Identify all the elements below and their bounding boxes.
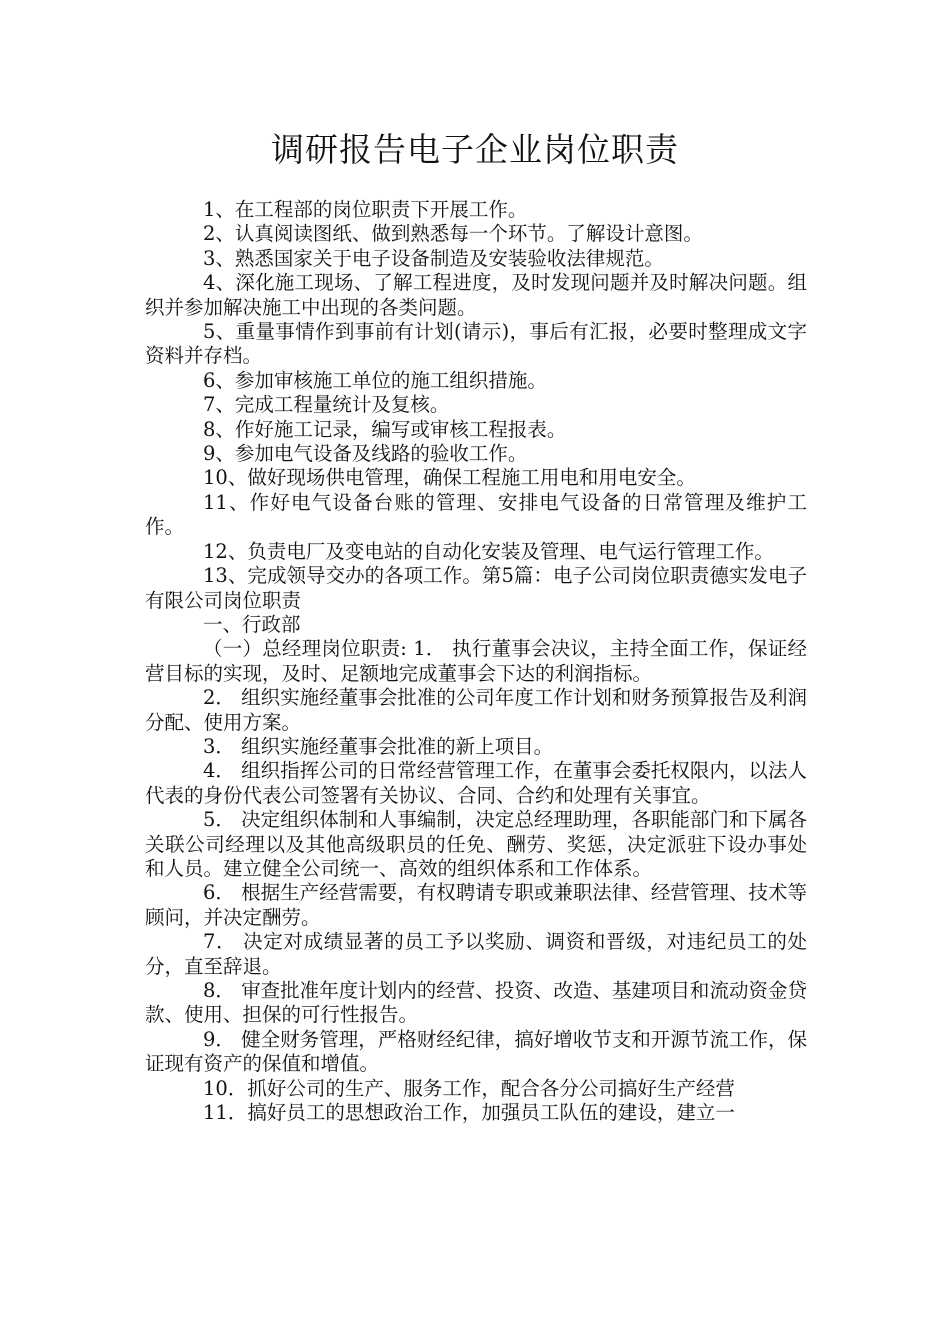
paragraph: 6． 根据生产经营需要，有权聘请专职或兼职法律、经营管理、技术等顾问，并决定酬劳。 bbox=[145, 881, 807, 929]
paragraph: 10．抓好公司的生产、服务工作，配合各分公司搞好生产经营 bbox=[203, 1076, 735, 1100]
paragraph: 2、认真阅读图纸、做到熟悉每一个环节。了解设计意图。 bbox=[203, 222, 703, 246]
paragraph: 6、参加审核施工单位的施工组织措施。 bbox=[203, 368, 547, 392]
paragraph: 3． 组织实施经董事会批准的新上项目。 bbox=[203, 734, 554, 758]
paragraph: 8、作好施工记录，编写或审核工程报表。 bbox=[203, 417, 567, 441]
paragraph: 7、完成工程量统计及复核。 bbox=[203, 393, 450, 417]
paragraph: 11．搞好员工的思想政治工作，加强员工队伍的建设，建立一 bbox=[203, 1101, 735, 1125]
paragraph: 4、深化施工现场、了解工程进度，及时发现问题并及时解决问题。组织并参加解决施工中出现的各类问题。 bbox=[145, 271, 807, 319]
paragraph: 9、参加电气设备及线路的验收工作。 bbox=[203, 442, 528, 466]
paragraph: 3、熟悉国家关于电子设备制造及安装验收法律规范。 bbox=[203, 246, 664, 270]
paragraph: 11、作好电气设备台账的管理、安排电气设备的日常管理及维护工作。 bbox=[145, 490, 807, 539]
paragraph: 12、负责电厂及变电站的自动化安装及管理、电气运行管理工作。 bbox=[203, 539, 774, 563]
paragraph: 8． 审查批准年度计划内的经营、投资、改造、基建项目和流动资金贷款、使用、担保的可行性报告。 bbox=[145, 979, 807, 1027]
paragraph: 5、重量事情作到事前有计划(请示)，事后有汇报，必要时整理成文字资料并存档。 bbox=[145, 320, 807, 368]
paragraph: 13、完成领导交办的各项工作。第5篇：电子公司岗位职责德实发电子有限公司岗位职责 bbox=[145, 564, 807, 612]
paragraph: 4． 组织指挥公司的日常经营管理工作，在董事会委托权限内，以法人代表的身份代表公司签署有关协议、合同、合约和处理有关事宜。 bbox=[145, 759, 807, 807]
document-title: 调研报告电子企业岗位职责 bbox=[271, 130, 679, 169]
paragraph: 1、在工程部的岗位职责下开展工作。 bbox=[203, 198, 528, 221]
section-heading: 一、行政部 bbox=[203, 612, 301, 636]
paragraph: 2． 组织实施经董事会批准的公司年度工作计划和财务预算报告及利润分配、使用方案。 bbox=[145, 686, 807, 734]
paragraph: 9． 健全财务管理，严格财经纪律，搞好增收节支和开源节流工作，保证现有资产的保值和增值。 bbox=[145, 1027, 807, 1076]
document-body bbox=[145, 198, 807, 1125]
paragraph: （一）总经理岗位职责: 1． 执行董事会决议，主持全面工作，保证经营目标的实现，及时、足额地完成董事会下达的利润指标。 bbox=[145, 637, 807, 685]
paragraph: 5． 决定组织体制和人事编制，决定总经理助理，各职能部门和下属各关联公司经理以及其他高级职员的任免、酬劳、奖惩，决定派驻下设办事处和人员。建立健全公司统一、高效的组织体系和工作体系。 bbox=[145, 808, 807, 880]
paragraph: 7． 决定对成绩显著的员工予以奖励、调资和晋级，对违纪员工的处分，直至辞退。 bbox=[145, 930, 807, 978]
paragraph: 10、做好现场供电管理，确保工程施工用电和用电安全。 bbox=[203, 466, 696, 490]
